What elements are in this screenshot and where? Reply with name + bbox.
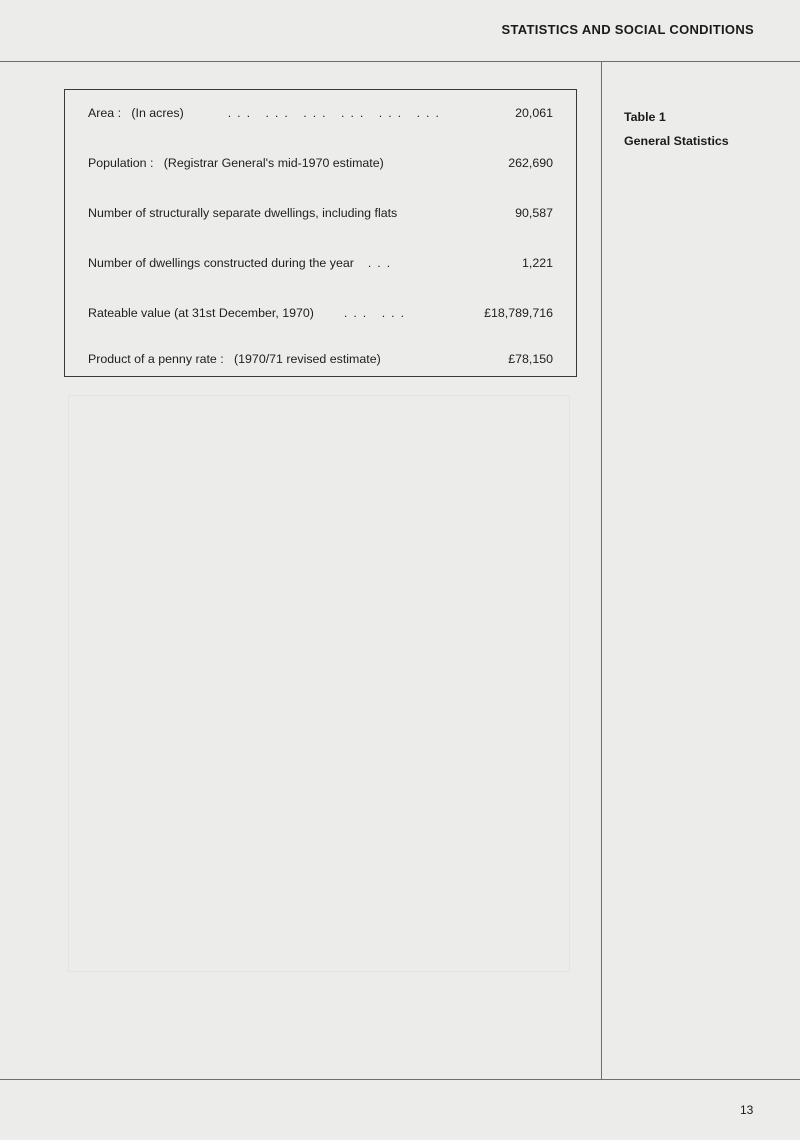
bottom-rule (0, 1079, 800, 1080)
table-row-rateable-value (88, 306, 553, 320)
table-row-penny-rate (88, 352, 553, 366)
table-title: General Statistics (624, 134, 729, 148)
table-caption (624, 110, 784, 148)
table-row-area (88, 106, 553, 120)
row-label: Rateable value (at 31st December, 1970) ... ... (88, 306, 411, 320)
top-rule (0, 61, 800, 62)
row-value: 20,061 (515, 106, 553, 120)
row-label: Number of dwellings constructed during the year ... (88, 256, 397, 270)
table-number: Table 1 (624, 110, 666, 124)
row-value: £18,789,716 (484, 306, 553, 320)
row-label: Number of structurally separate dwellings, including flats (88, 206, 398, 220)
column-divider (601, 61, 602, 1080)
table-row-dwellings-constructed (88, 256, 553, 270)
row-value: 90,587 (515, 206, 553, 220)
row-value: £78,150 (508, 352, 553, 366)
table-row-dwellings (88, 206, 553, 220)
row-value: 1,221 (521, 256, 553, 270)
row-label: Product of a penny rate : (1970/71 revised estimate) (88, 352, 381, 366)
table-row-population (88, 156, 553, 170)
row-label: Population : (Registrar General's mid-1970 estimate) (88, 156, 384, 170)
show-through-artifact (68, 395, 570, 972)
general-statistics-table (64, 89, 577, 377)
row-label: Area : (In acres) ... ... ... ... ... ... (88, 106, 445, 120)
row-value: 262,690 (508, 156, 553, 170)
page-header: STATISTICS AND SOCIAL CONDITIONS (501, 22, 754, 37)
page-number: 13 (740, 1103, 754, 1117)
